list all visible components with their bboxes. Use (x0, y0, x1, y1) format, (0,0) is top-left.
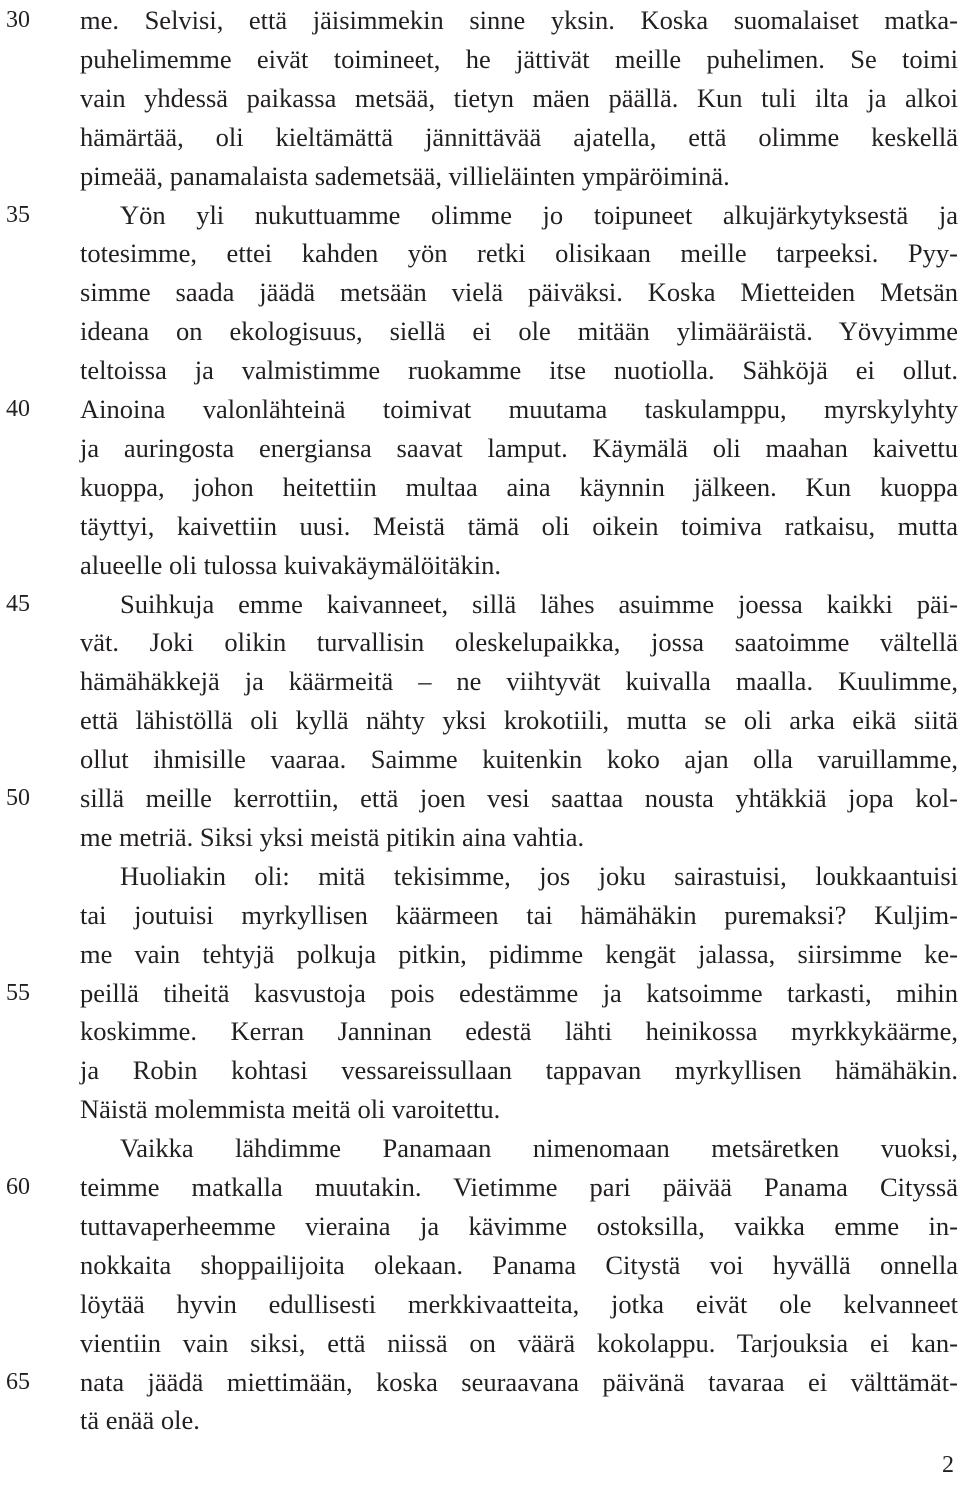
text-line: me metriä. Siksi yksi meistä pitikin aina vahtia. (80, 821, 585, 852)
text-line: ollut ihmisille vaaraa. Saimme kuitenkin koko ajan olla varuillamme, (80, 744, 958, 775)
text-line: että lähistöllä oli kyllä nähty yksi krokotiili, mutta se oli arka eikä siitä (80, 705, 958, 736)
text-line: koskimme. Kerran Janninan edestä lähti heinikossa myrkkykäärme, (80, 1016, 958, 1047)
text-line: vientiin vain siksi, että niissä on väärä kokolappu. Tarjouksia ei kan- (80, 1327, 958, 1358)
line-number: 35 (6, 201, 30, 228)
line-number: 40 (6, 396, 30, 422)
text-line: pimeää, panamalaista sademetsää, villieläinten ympäröiminä. (80, 160, 730, 191)
line-number: 65 (6, 1368, 30, 1395)
line-number: 55 (6, 979, 30, 1006)
text-line: hämärtää, oli kieltämättä jännittävää ajatella, että olimme keskellä (80, 121, 958, 152)
text-line: nata jäädä miettimään, koska seuraavana päivänä tavaraa ei välttämät- (80, 1366, 958, 1397)
text-line: Yön yli nukuttuamme olimme jo toipuneet alkujärkytyksestä ja (120, 199, 958, 230)
text-line: vain yhdessä paikassa metsää, tietyn mäen päällä. Kun tuli ilta ja alkoi (80, 82, 958, 113)
text-line: teltoissa ja valmistimme ruokamme itse nuotiolla. Sähköjä ei ollut. (80, 355, 958, 386)
text-line: me. Selvisi, että jäisimmekin sinne yksin. Koska suomalaiset matka- (80, 5, 958, 35)
text-line: totesimme, ettei kahden yön retki olisikaan meille tarpeeksi. Pyy- (80, 238, 958, 269)
text-line: täyttyi, kaivettiin uusi. Meistä tämä oli oikein toimiva ratkaisu, mutta (80, 510, 958, 541)
text-line: ja Robin kohtasi vessareissullaan tappavan myrkyllisen hämähäkin. (80, 1055, 958, 1086)
text-line: sillä meille kerrottiin, että joen vesi saattaa nousta yhtäkkiä jopa kol- (80, 783, 958, 813)
text-line: ideana on ekologisuus, siellä ei ole mitään ylimääräistä. Yövyimme (80, 316, 958, 347)
text-line: kuoppa, johon heitettiin multaa aina käynnin jälkeen. Kun kuoppa (80, 471, 958, 502)
text-line: simme saada jäädä metsään vielä päiväksi. Koska Mietteiden Metsän (80, 277, 958, 308)
text-line: Suihkuja emme kaivanneet, sillä lähes asuimme joessa kaikki päi- (120, 588, 958, 619)
line-number: 60 (6, 1174, 30, 1200)
text-line: löytää hyvin edullisesti merkkivaatteita, jotka eivät ole kelvanneet (80, 1288, 958, 1319)
text-line: Näistä molemmista meitä oli varoitettu. (80, 1094, 501, 1125)
text-line: tä enää ole. (80, 1405, 200, 1436)
text-line: alueelle oli tulossa kuivakäymälöitäkin. (80, 549, 501, 580)
page-number: 2 (942, 1452, 954, 1478)
text-line: ja auringosta energiansa saavat lamput. Käymälä oli maahan kaivettu (80, 432, 958, 463)
text-line: Vaikka lähdimme Panamaan nimenomaan metsäretken vuoksi, (120, 1133, 958, 1164)
text-line: nokkaita shoppailijoita olekaan. Panama Citystä voi hyvällä onnella (80, 1249, 958, 1280)
line-number: 50 (6, 785, 30, 811)
text-line: Huoliakin oli: mitä tekisimme, jos joku sairastuisi, loukkaantuisi (120, 860, 958, 891)
line-number: 45 (6, 590, 30, 617)
text-line: teimme matkalla muutakin. Vietimme pari päivää Panama Cityssä (80, 1172, 958, 1202)
line-number: 30 (6, 7, 30, 33)
text-line: hämähäkkejä ja käärmeitä – ne viihtyvät kuivalla maalla. Kuulimme, (80, 666, 958, 697)
text-line: vät. Joki olikin turvallisin oleskelupaikka, jossa saatoimme vältellä (80, 627, 958, 658)
text-line: puhelimemme eivät toimineet, he jättivät meille puhelimen. Se toimi (80, 43, 958, 74)
text-line: me vain tehtyjä polkuja pitkin, pidimme kengät jalassa, siirsimme ke- (80, 938, 958, 969)
text-line: tuttavaperheemme vieraina ja kävimme ostoksilla, vaikka emme in- (80, 1210, 958, 1241)
text-line: Ainoina valonlähteinä toimivat muutama taskulamppu, myrskylyhty (80, 394, 958, 424)
text-line: tai joutuisi myrkyllisen käärmeen tai hämähäkin puremaksi? Kuljim- (80, 899, 958, 930)
text-line: peillä tiheitä kasvustoja pois edestämme ja katsoimme tarkasti, mihin (80, 977, 958, 1008)
